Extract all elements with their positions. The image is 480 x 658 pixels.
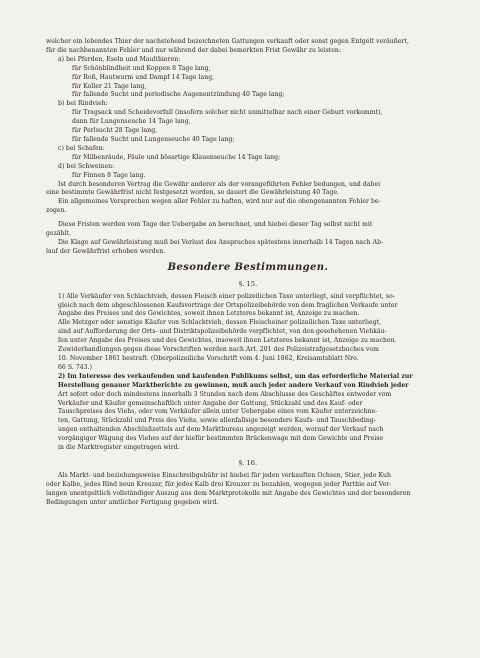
- list-item: für Finnen 8 Tage lang.: [72, 171, 146, 179]
- text-line: Bedingungen unter amtlicher Fertigung gegeben wird.: [46, 498, 219, 506]
- list-horses: [46, 56, 450, 101]
- list-item: für Koller 21 Tage lang,: [72, 82, 147, 90]
- text-line: fen unter Angabe des Preises und des Gewichtes, insoweit ihnen Letzteres bekannt ist, Anzeige zu machen.: [58, 337, 397, 345]
- list-heading: b) bei Rindvieh:: [58, 100, 108, 108]
- text-line: Alle Metzger oder sonstige Käufer von Schlachtvieh, dessen Fleischeiner polizeilichen Taxe unterliegt,: [58, 319, 382, 327]
- text-line: Herstellung genauer Marktberichte zu gewinnen, muß auch jeder andere Verkauf von Rindvieh jeder: [58, 381, 409, 389]
- clause-2: [46, 373, 450, 453]
- text-line: in die Marktregister eingetragen wird.: [58, 444, 180, 452]
- paragraph-warranty-intro: [46, 38, 450, 56]
- text-line: ten, Gattung, Stückzahl und Preis des Viehs, sowie allenfallsige besondere Kaufs- und Tauschbeding-: [58, 417, 376, 425]
- text-line: sind auf Aufforderung der Orts- und Distriktspolizeibehörde verpflichtet, von den gesehehenen Viehkäu-: [58, 328, 387, 336]
- list-item: für Tragsack und Scheidevorfall (insofern solcher nicht unmittelbar nach einer Geburt vorkommt),: [72, 109, 383, 117]
- text-line: gleich nach dem abgeschlossenen Kaufsvertrage der Ortspolizeibehörde von dem fraglichen Verkaufe unter: [58, 301, 398, 309]
- list-item: für fallende Sucht und Lungenseuche 40 Tage lang;: [72, 135, 235, 143]
- text-line: welcher ein lebendes Thier der nachstehend bezeichneten Gattungen verkauft oder sonst gegen Entgelt veräußert,: [46, 38, 409, 45]
- paragraph-special-contract: [46, 181, 450, 217]
- text-line: für die nachbenannten Fehler und nur während der dabei bemerkten Frist Gewähr zu leisten:: [46, 46, 342, 54]
- text-line: ungen enthaltenden Abschlußzettels auf dem Marktbureau angezeigt werden, worauf der Verkauf nach: [58, 426, 384, 434]
- text-line: Angabe des Preises und des Gewichtes, soweit ihnen Letzteres bekannt ist, Anzeige zu machen.: [58, 310, 360, 318]
- text-line: 66 S. 743.): [58, 363, 93, 371]
- text-line: 1) Alle Verkäufer von Schlachtvieh, dessen Fleisch einer polizeilichen Taxe unterliegt, sind verpflichtet, so-: [58, 292, 395, 300]
- list-heading: d) bei Schweinen:: [58, 162, 115, 170]
- paragraph-deadlines: [46, 221, 450, 257]
- text-line: Zuwiderhandlungen gegen diese Vorschriften werden nach Art. 201 des Polizeistrafgesetzbuches vom: [58, 346, 379, 354]
- text-line: 2) Im Interesse des verkaufenden und kaufenden Publikums selbst, um das erforderliche Material zur: [58, 372, 413, 380]
- list-heading: a) bei Pferden, Eseln und Maulthieren:: [58, 55, 181, 63]
- list-item: für Perlsucht 28 Tage lang,: [72, 127, 158, 135]
- list-item: für Milbenräude, Fäule und bösartige Klauenseuche 14 Tage lang;: [72, 153, 281, 161]
- paragraph-number-15: §. 15.: [238, 279, 258, 288]
- list-item: für Roß, Hautwurm und Dampf 14 Tage lang,: [72, 73, 215, 81]
- list-sheep: [46, 145, 450, 163]
- text-line: gezählt.: [46, 230, 72, 238]
- text-line: Die Klage auf Gewährleistung muß bei Verlust des Anspruches spätestens innerhalb 14 Tagen nach Ab-: [58, 238, 384, 246]
- text-line: oder Kalbe, jedes Rind neun Kreuzer, für jedes Kalb drei Kreuzer zu bezahlen, wogegen jeder Parthie auf Ver-: [46, 480, 392, 488]
- list-item: dann für Lungenseuche 14 Tage lang,: [72, 118, 191, 126]
- text-line: eine bestimmte Gewährfrist nicht festgesetzt worden, so dauert die Gewährleistung 40 Tage.: [46, 189, 340, 197]
- text-line: 10. November 1861 bestraft. (Oberpolizeiliche Vorschrift vom 4. Juni 1862, Kreisamtsblatt Nro.: [58, 355, 359, 362]
- list-heading: c) bei Schafen:: [58, 144, 105, 152]
- text-line: Art sofort oder doch mindestens innerhalb 3 Stunden nach dem Abschlusse des Geschäftes entweder vom: [58, 390, 392, 398]
- text-line: zogen.: [46, 207, 67, 215]
- list-item: für Schönblindheit und Koppen 8 Tage lang,: [72, 64, 211, 72]
- text-line: Als Markt- und beziehungsweise Einschreibgebühr ist hiebei für jeden verkauften Ochsen, Stier, jede Kuh: [58, 471, 391, 479]
- clause-1: [46, 293, 450, 373]
- paragraph-number-16: §. 16.: [238, 458, 258, 467]
- list-pigs: [46, 163, 450, 181]
- text-line: Tauschpreises des Viehs, oder vom Verkäufer allein unter Uebergabe eines vom Käufer unterzeichne-: [58, 408, 378, 416]
- text-line: Verkäufer und Käufer gemeinschaftlich unter Angabe der Gattung, Stückzahl und des Kauf- oder: [58, 399, 363, 407]
- text-line: langen unentgeltlich vollständiger Auszug aus dem Marktprotokolle mit Angabe des Gewichtes und der besonderen: [46, 489, 411, 497]
- text-line: Ist durch besonderen Vertrag die Gewähr anderer als der vorangeführten Fehler bedungen, und dabei: [58, 180, 381, 188]
- text-line: Ein allgemeines Versprechen wegen aller Fehler zu haften, wird nur auf die obengenannten Fehler be-: [58, 198, 381, 206]
- section-heading: Besondere Bestimmungen.: [167, 261, 329, 273]
- text-line: lauf der Gewährfrist erhoben werden.: [46, 247, 166, 255]
- text-line: Diese Fristen werden vom Tage der Uebergabe an berechnet, und hiebei dieser Tag selbst nicht mit: [58, 221, 373, 229]
- paragraph-market-fees: [46, 472, 450, 508]
- list-cattle: [46, 100, 450, 145]
- list-item: für fallende Sucht und periodische Augenentzündung 40 Tage lang;: [72, 91, 285, 99]
- text-line: vorgängiger Wägung des Viehes auf der hiefür bestimmten Brückenwage mit dem Gewichte und Preise: [58, 435, 384, 443]
